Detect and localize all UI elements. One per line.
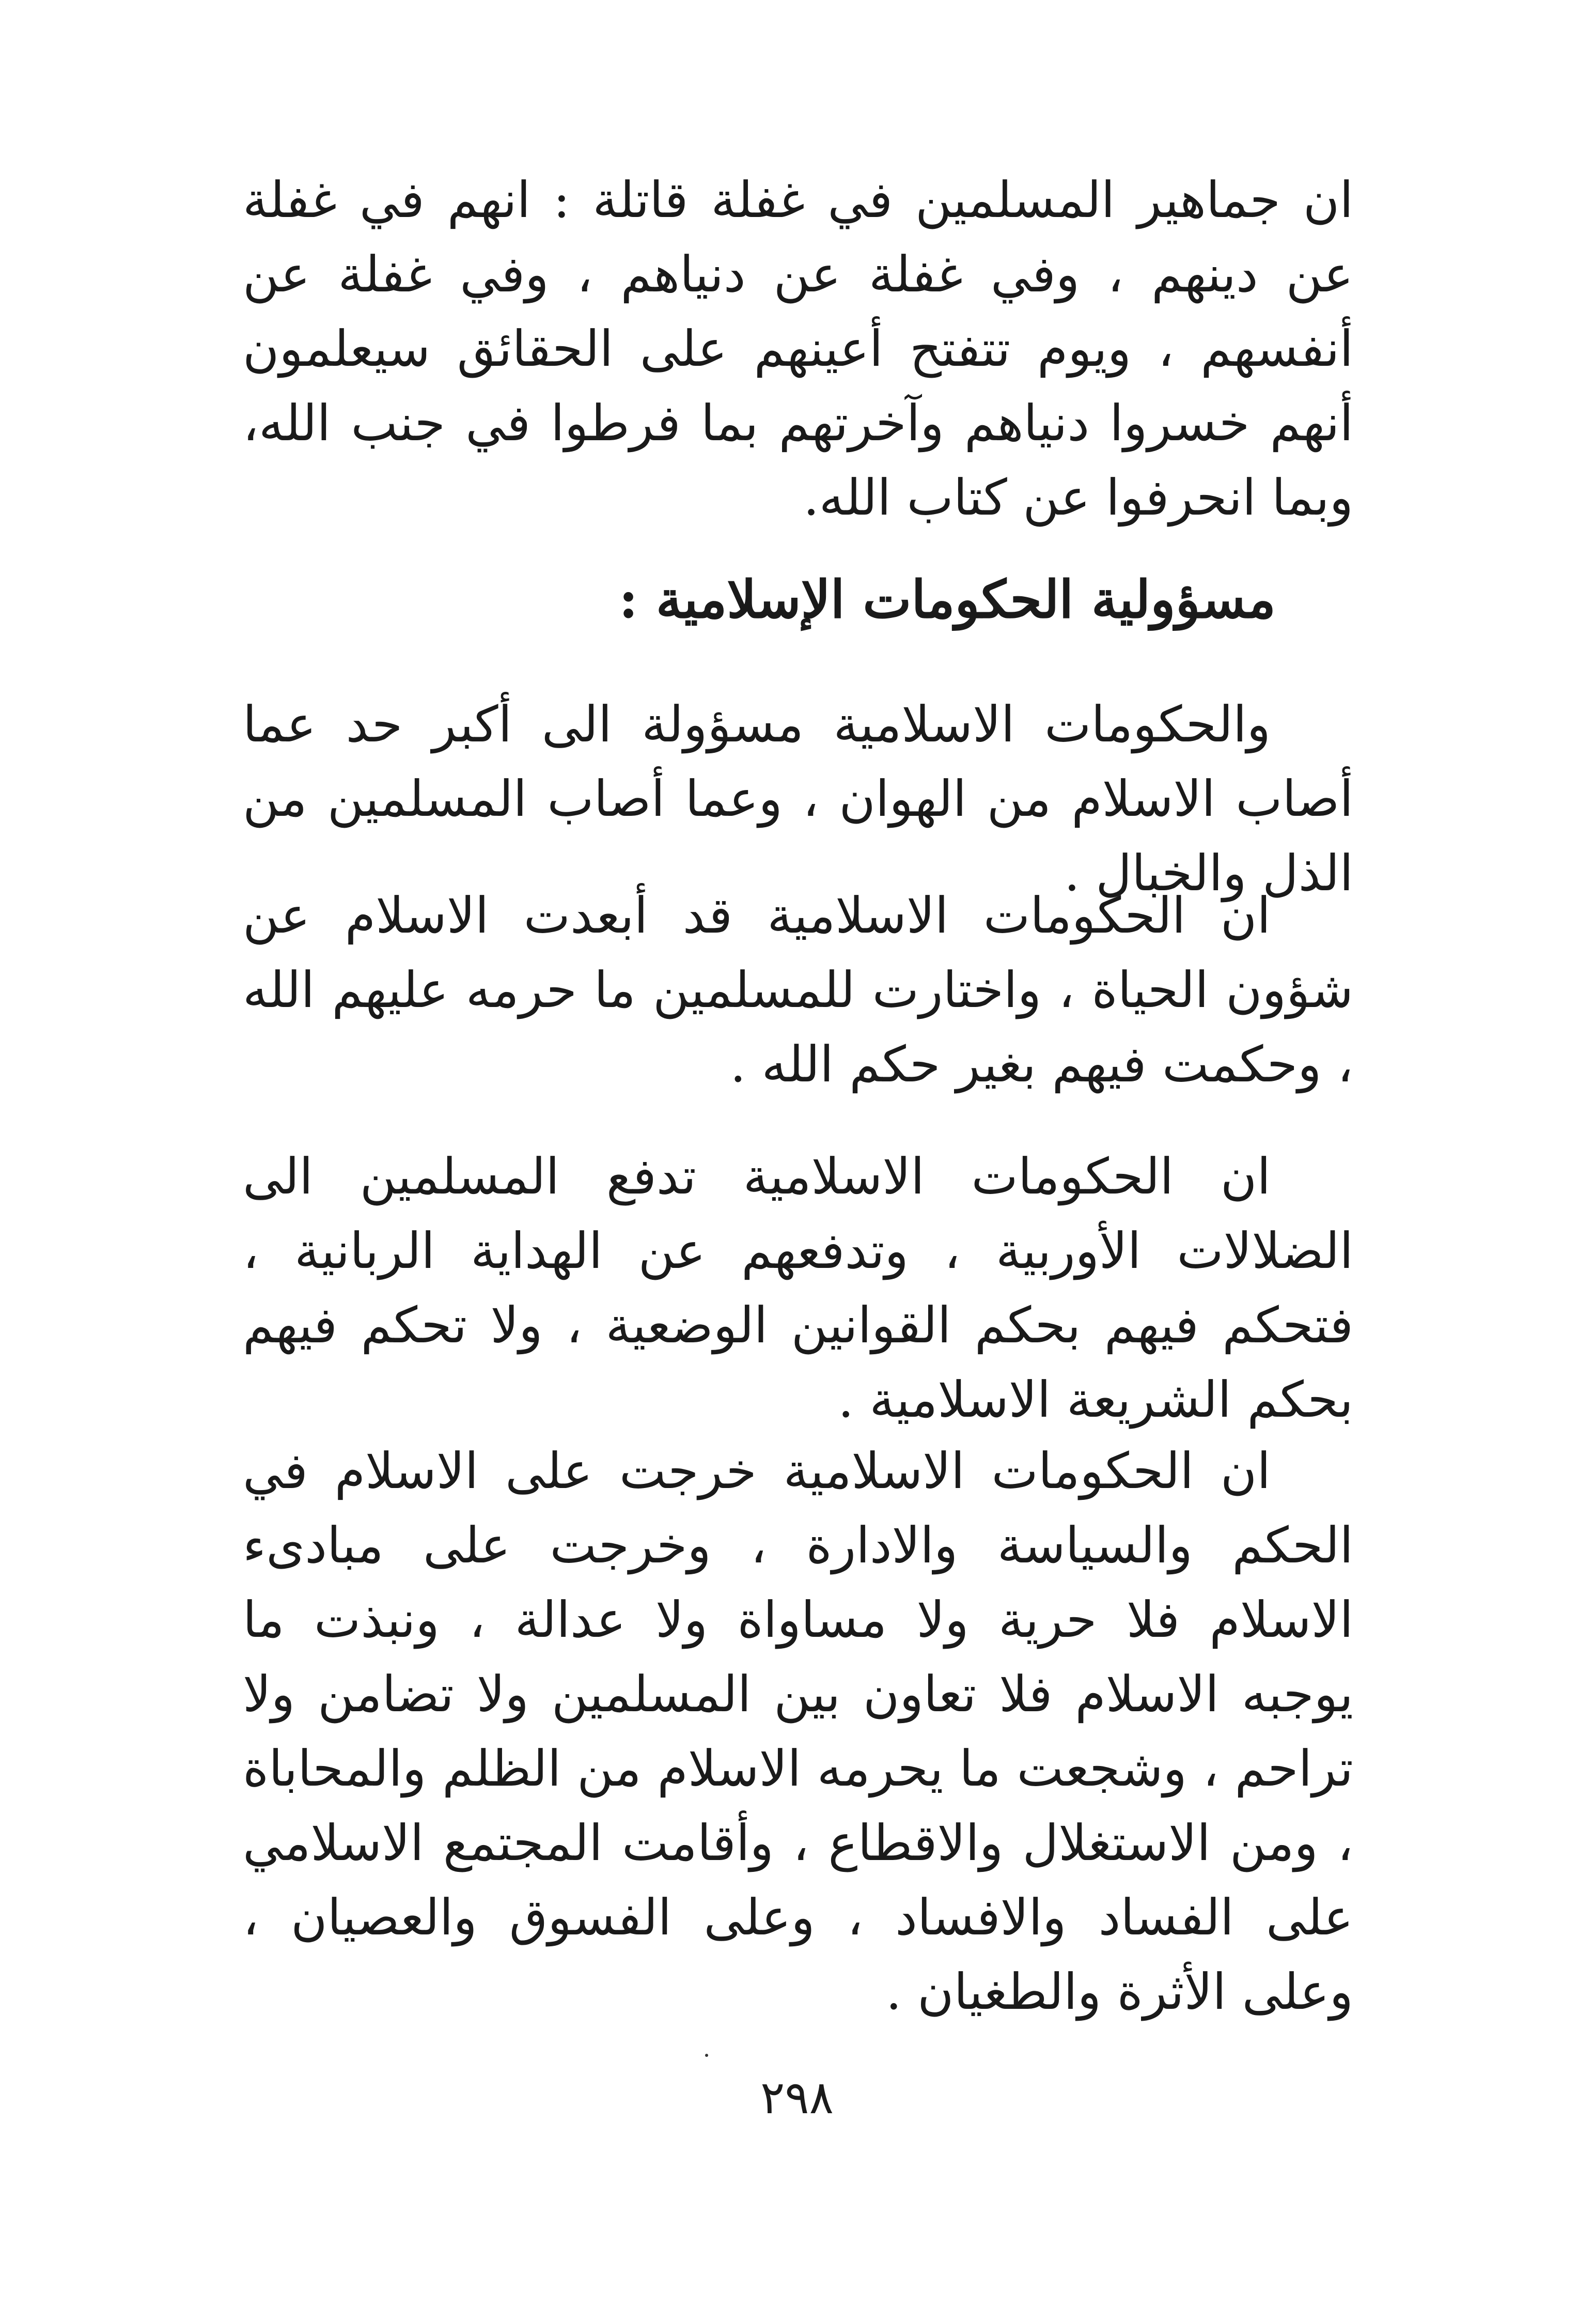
paragraph-responsibility: والحكومات الاسلامية مسؤولة الى أكبر حد عما أصاب الاسلام من الهوان ، وعما أصاب المسلمين من الذل والخبال . xyxy=(243,695,1353,902)
section-heading: مسؤولية الحكومات الإسلامية : xyxy=(619,569,1276,630)
paragraph-european-misguidance: ان الحكومات الاسلامية تدفع المسلمين الى الضلالات الأوربية ، وتدفعهم عن الهداية الربانية ، فتحكم فيهم بحكم القوانين الوضعية ، ولا تحكم فيهم بحكم الشريعة الاسلامية . xyxy=(243,1148,1353,1429)
print-speck xyxy=(705,2054,708,2057)
page-number: ٢٩٨ xyxy=(760,2071,834,2124)
paragraph-distancing-islam: ان الحكومات الاسلامية قد أبعدت الاسلام عن شؤون الحياة ، واختارت للمسلمين ما حرمه عليهم الله ، وحكمت فيهم بغير حكم الله . xyxy=(243,887,1353,1093)
intro-paragraph: ان جماهير المسلمين في غفلة قاتلة : انهم في غفلة عن دينهم ، وفي غفلة عن دنياهم ، وفي غفلة عن أنفسهم ، ويوم تتفتح أعينهم على الحقائق سيعلمون أنهم خسروا دنياهم وآخرتهم بما فرطوا في جنب الله، وبما انحرفوا عن كتاب الله. xyxy=(243,171,1353,526)
paragraph-departure-from-islam: ان الحكومات الاسلامية خرجت على الاسلام في الحكم والسياسة والادارة ، وخرجت على مبادىء الاسلام فلا حرية ولا مساواة ولا عدالة ، ونبذت ما يوجبه الاسلام فلا تعاون بين المسلمين ولا تضامن ولا تراحم ، وشجعت ما يحرمه الاسلام من الظلم والمحاباة ، ومن الاستغلال والاقطاع ، وأقامت المجتمع الاسلامي على الفساد والافساد ، وعلى الفسوق والعصيان ، وعلى الأثرة والطغيان . xyxy=(243,1442,1353,2021)
